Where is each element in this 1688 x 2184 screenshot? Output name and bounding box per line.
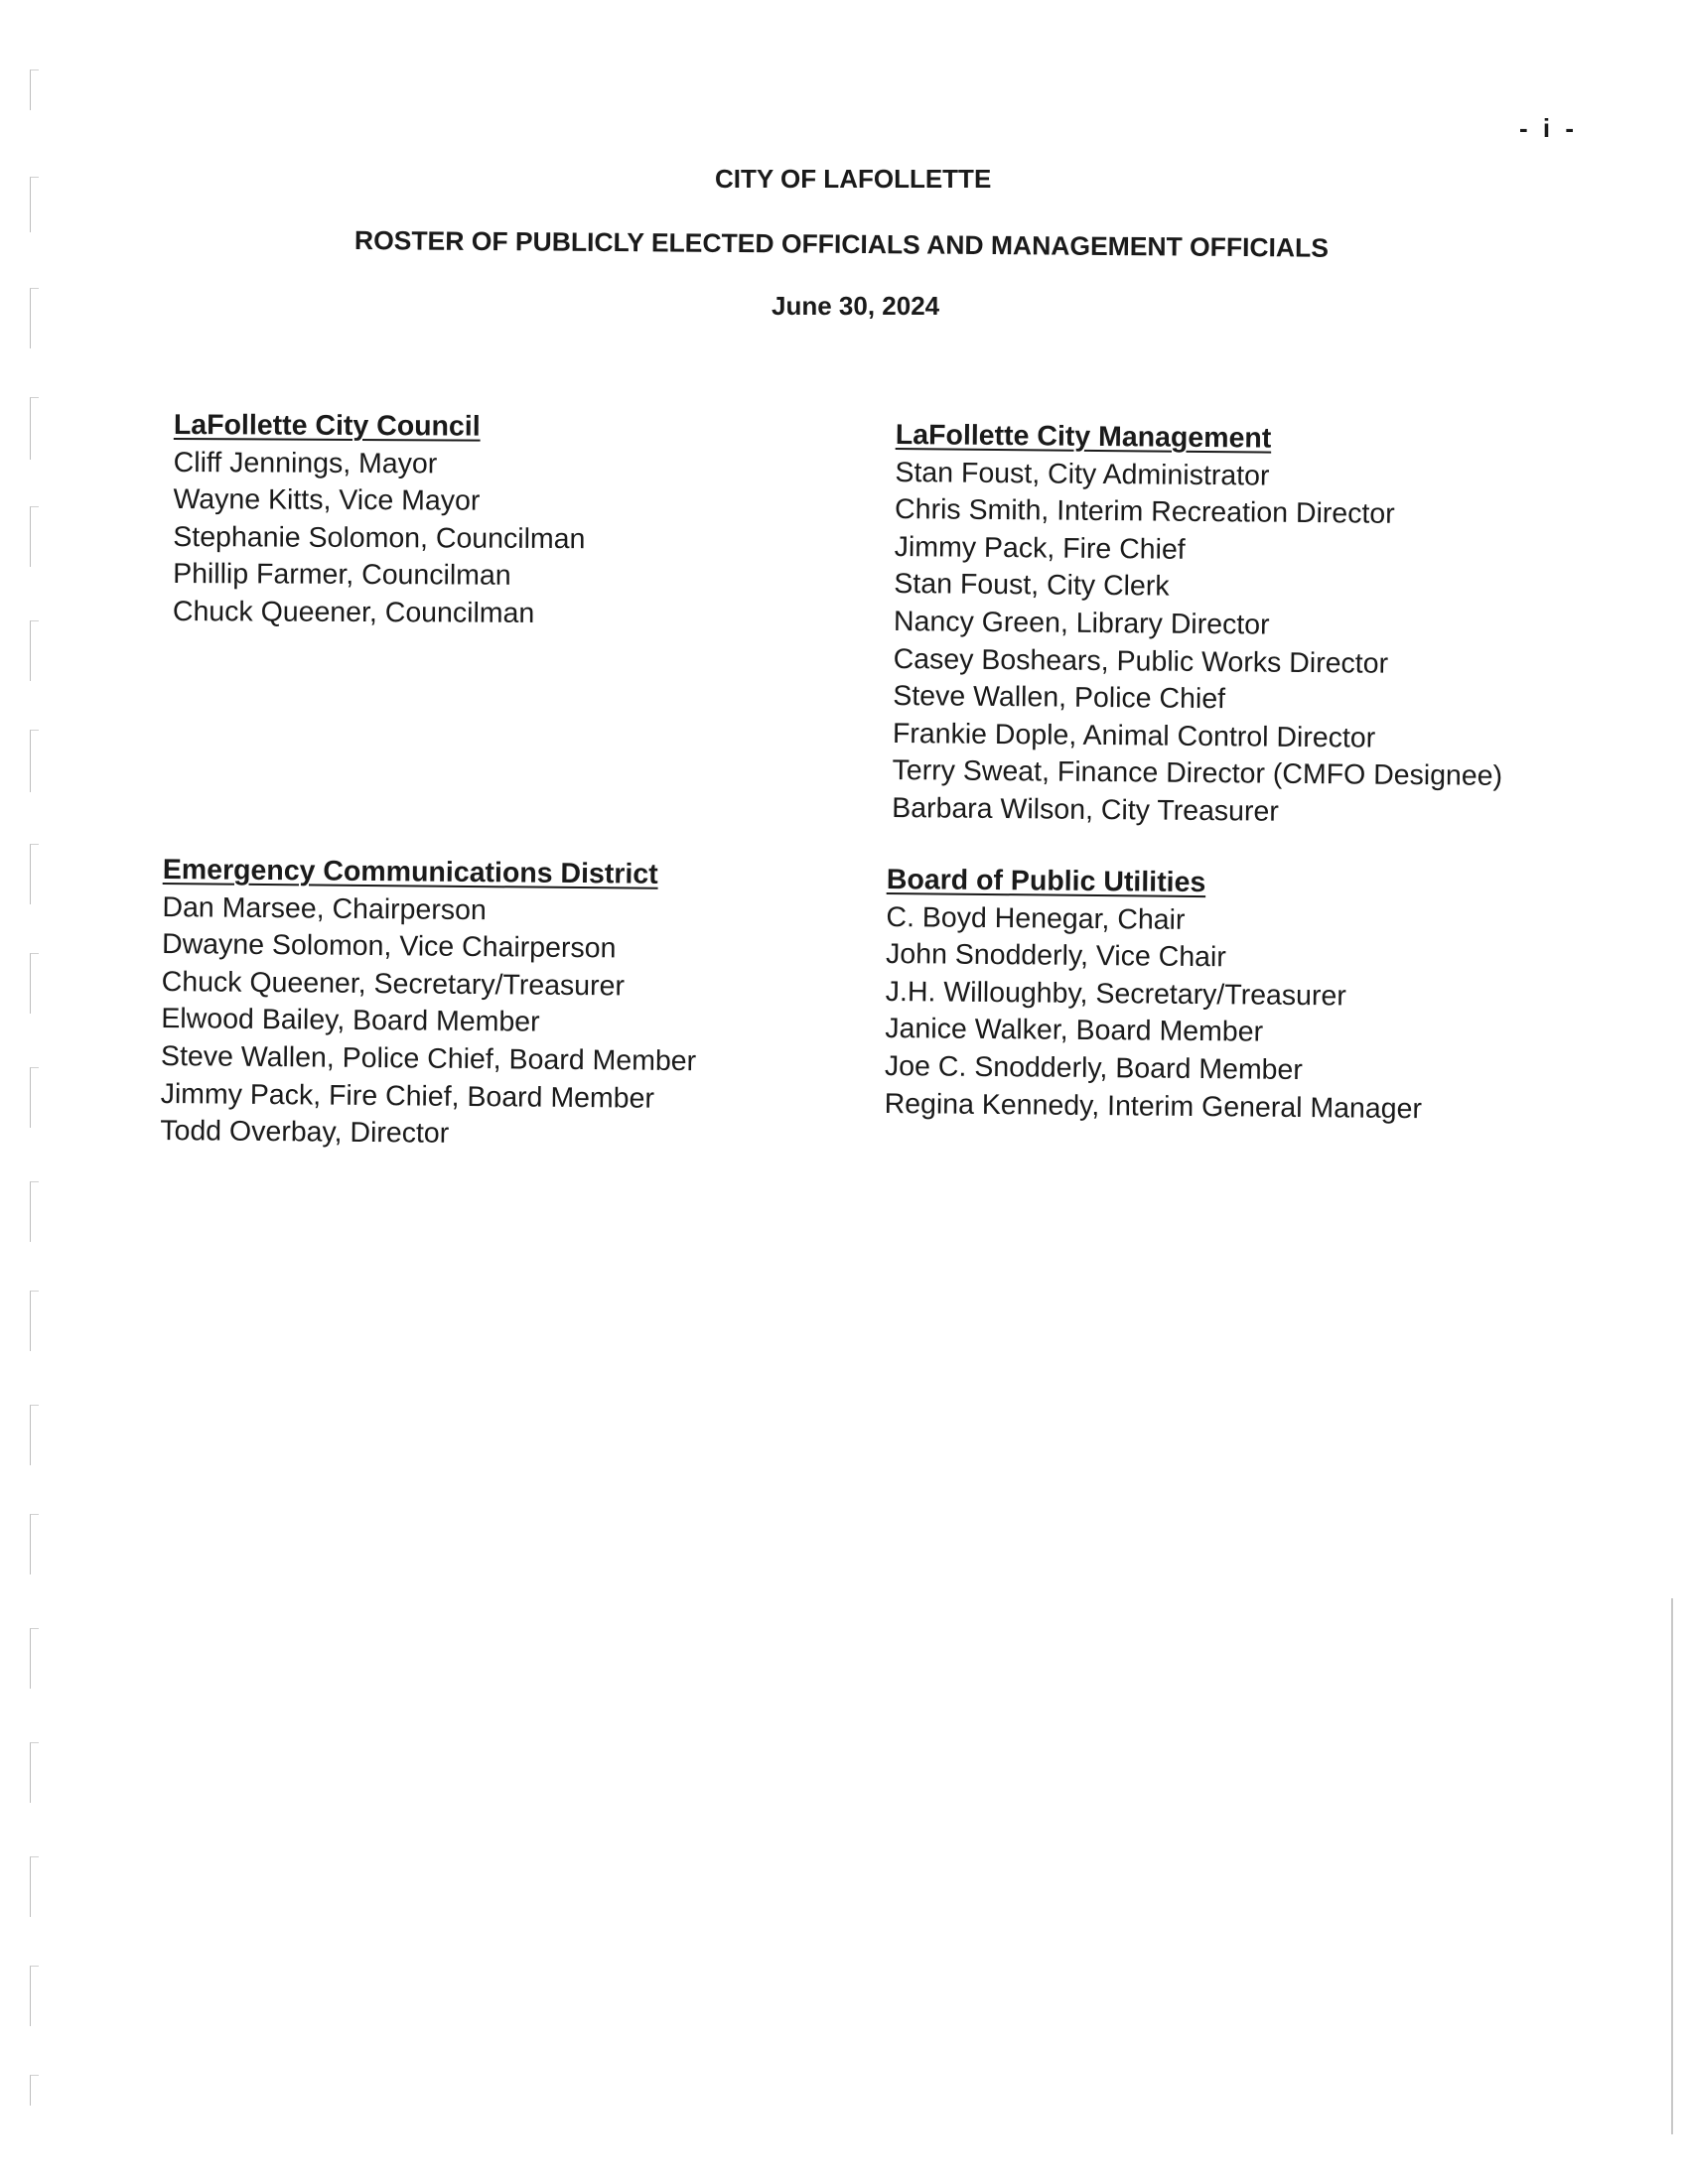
list-item: Dwayne Solomon, Vice Chairperson	[161, 928, 617, 965]
list-item: C. Boyd Henegar, Chair	[886, 900, 1186, 936]
list-item: Steve Wallen, Police Chief	[893, 680, 1226, 716]
list-item: John Snodderly, Vice Chair	[885, 938, 1226, 974]
section-title: Board of Public Utilities	[886, 863, 1206, 899]
list-item: Chris Smith, Interim Recreation Director	[894, 493, 1395, 531]
document-title: ROSTER OF PUBLICLY ELECTED OFFICIALS AND MANAGEMENT OFFICIALS	[353, 225, 1330, 263]
document-date: June 30, 2024	[772, 291, 940, 321]
section-title: Emergency Communications District	[162, 853, 658, 890]
list-item: Todd Overbay, Director	[160, 1115, 450, 1150]
list-item: Joe C. Snodderly, Board Member	[884, 1049, 1304, 1086]
list-item: J.H. Willoughby, Secretary/Treasurer	[885, 975, 1346, 1013]
board-of-public-utilities-section	[884, 862, 1424, 1128]
list-item: Cliff Jennings, Mayor	[173, 446, 438, 479]
list-item: Wayne Kitts, Vice Mayor	[173, 483, 481, 517]
entity-name: CITY OF LAFOLLETTE	[715, 164, 992, 194]
binding-hole-marks	[30, 60, 79, 2105]
list-item: Stan Foust, City Clerk	[894, 568, 1170, 604]
list-item: Jimmy Pack, Fire Chief, Board Member	[160, 1077, 655, 1115]
list-item: Frankie Dople, Animal Control Director	[892, 717, 1376, 754]
list-item: Casey Boshears, Public Works Director	[893, 642, 1389, 680]
city-council-section	[173, 407, 586, 633]
list-item: Janice Walker, Board Member	[885, 1013, 1264, 1049]
list-item: Stephanie Solomon, Councilman	[173, 520, 586, 555]
list-item: Jimmy Pack, Fire Chief	[894, 530, 1186, 566]
section-title: LaFollette City Council	[173, 408, 481, 443]
list-item: Regina Kennedy, Interim General Manager	[884, 1087, 1423, 1125]
list-item: Terry Sweat, Finance Director (CMFO Designee)	[892, 754, 1503, 793]
scan-edge-line	[1671, 1598, 1673, 2134]
list-item: Nancy Green, Library Director	[893, 605, 1270, 641]
section-title: LaFollette City Management	[895, 418, 1272, 455]
list-item: Barbara Wilson, City Treasurer	[892, 791, 1279, 828]
list-item: Steve Wallen, Police Chief, Board Member	[160, 1039, 697, 1078]
list-item: Elwood Bailey, Board Member	[161, 1003, 540, 1039]
list-item: Stan Foust, City Administrator	[895, 456, 1270, 492]
emergency-communications-section	[160, 852, 698, 1156]
list-item: Chuck Queener, Councilman	[172, 595, 535, 629]
list-item: Dan Marsee, Chairperson	[162, 890, 487, 926]
city-management-section	[892, 417, 1505, 833]
page-number: - i -	[1519, 113, 1578, 143]
list-item: Phillip Farmer, Councilman	[173, 558, 511, 593]
list-item: Chuck Queener, Secretary/Treasurer	[161, 965, 626, 1003]
